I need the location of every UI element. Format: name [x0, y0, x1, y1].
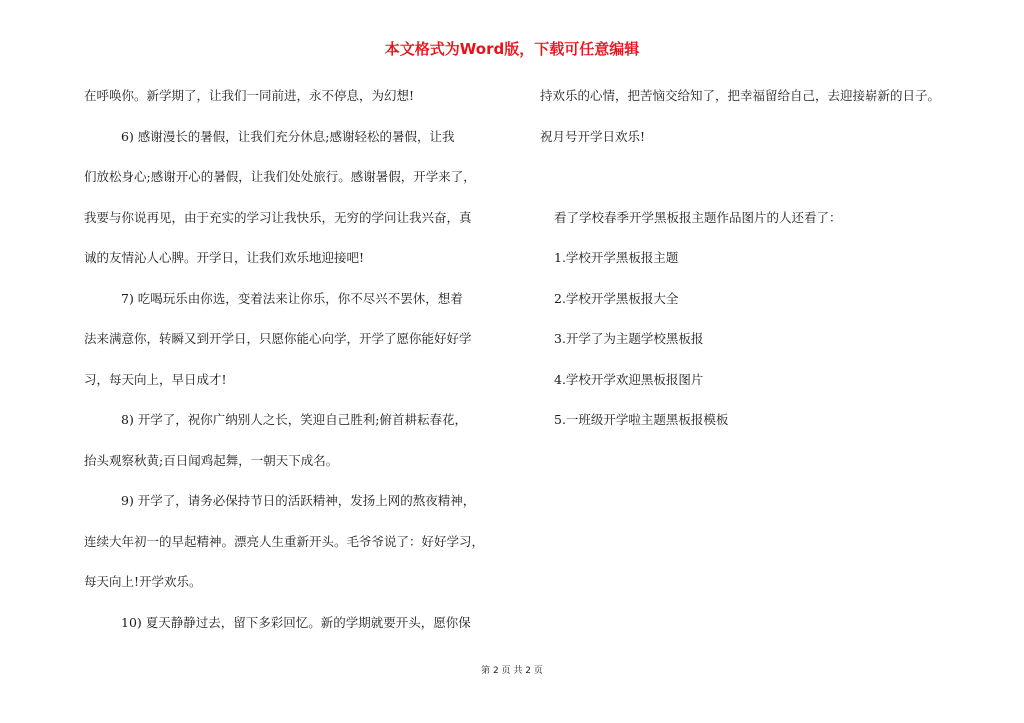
- page-number: 第 2 页 共 2 页: [481, 666, 543, 676]
- related-heading: 看了学校春季开学黑板报主题作品图片的人还看了：: [554, 209, 842, 225]
- right-column: [540, 76, 990, 441]
- text-line: 8) 开学了，祝你广纳别人之长，笑迎自己胜利;俯首耕耘春花，: [121, 412, 468, 427]
- related-link[interactable]: 3.开学了为主题学校黑板报: [554, 331, 704, 346]
- text-line: 6) 感谢漫长的暑假，让我们充分休息;感谢轻松的暑假，让我: [121, 128, 455, 144]
- left-column: [84, 76, 524, 643]
- text-line: 连续大年初一的早起精神。漂亮人生重新开头。毛爷爷说了：好好学习，: [84, 533, 485, 549]
- text-line: 每天向上!开学欢乐。: [84, 574, 202, 589]
- related-link[interactable]: 2.学校开学黑板报大全: [554, 290, 679, 306]
- related-link[interactable]: 4.学校开学欢迎黑板报图片: [554, 371, 704, 387]
- related-link[interactable]: 5.一班级开学啦主题黑板报模板: [554, 412, 729, 427]
- text-line: 9) 开学了，请务必保持节日的活跃精神，发扬上网的熬夜精神，: [121, 493, 476, 508]
- text-line: 习，每天向上，早日成才!: [84, 371, 227, 387]
- text-line: 祝月号开学日欢乐!: [540, 128, 646, 144]
- text-line: 法来满意你，转瞬又到开学日，只愿你能心向学，开学了愿你能好好学: [84, 331, 472, 346]
- text-line: 我要与你说再见，由于充实的学习让我快乐，无穷的学问让我兴奋，真: [84, 209, 472, 225]
- text-line: 7) 吃喝玩乐由你选，变着法来让你乐，你不尽兴不罢休，想着: [121, 290, 463, 306]
- text-line: 诚的友情沁人心脾。开学日，让我们欢乐地迎接吧!: [84, 250, 365, 265]
- text-line: 抬头观察秋黄;百日闻鸡起舞，一朝天下成名。: [84, 452, 339, 468]
- related-link[interactable]: 1.学校开学黑板报主题: [554, 250, 679, 265]
- text-line: 10) 夏天静静过去，留下多彩回忆。新的学期就要开头，愿你保: [121, 614, 471, 630]
- spacer: [540, 157, 990, 198]
- text-line: 在呼唤你。新学期了，让我们一同前进，永不停息，为幻想!: [84, 88, 415, 103]
- format-banner: 本文格式为Word版，下载可任意编辑: [384, 40, 640, 58]
- text-line: 们放松身心;感谢开心的暑假，让我们处处旅行。感谢暑假，开学来了，: [84, 169, 476, 184]
- text-line: 持欢乐的心情，把苦恼交给知了，把幸福留给自己，去迎接崭新的日子。: [540, 88, 941, 103]
